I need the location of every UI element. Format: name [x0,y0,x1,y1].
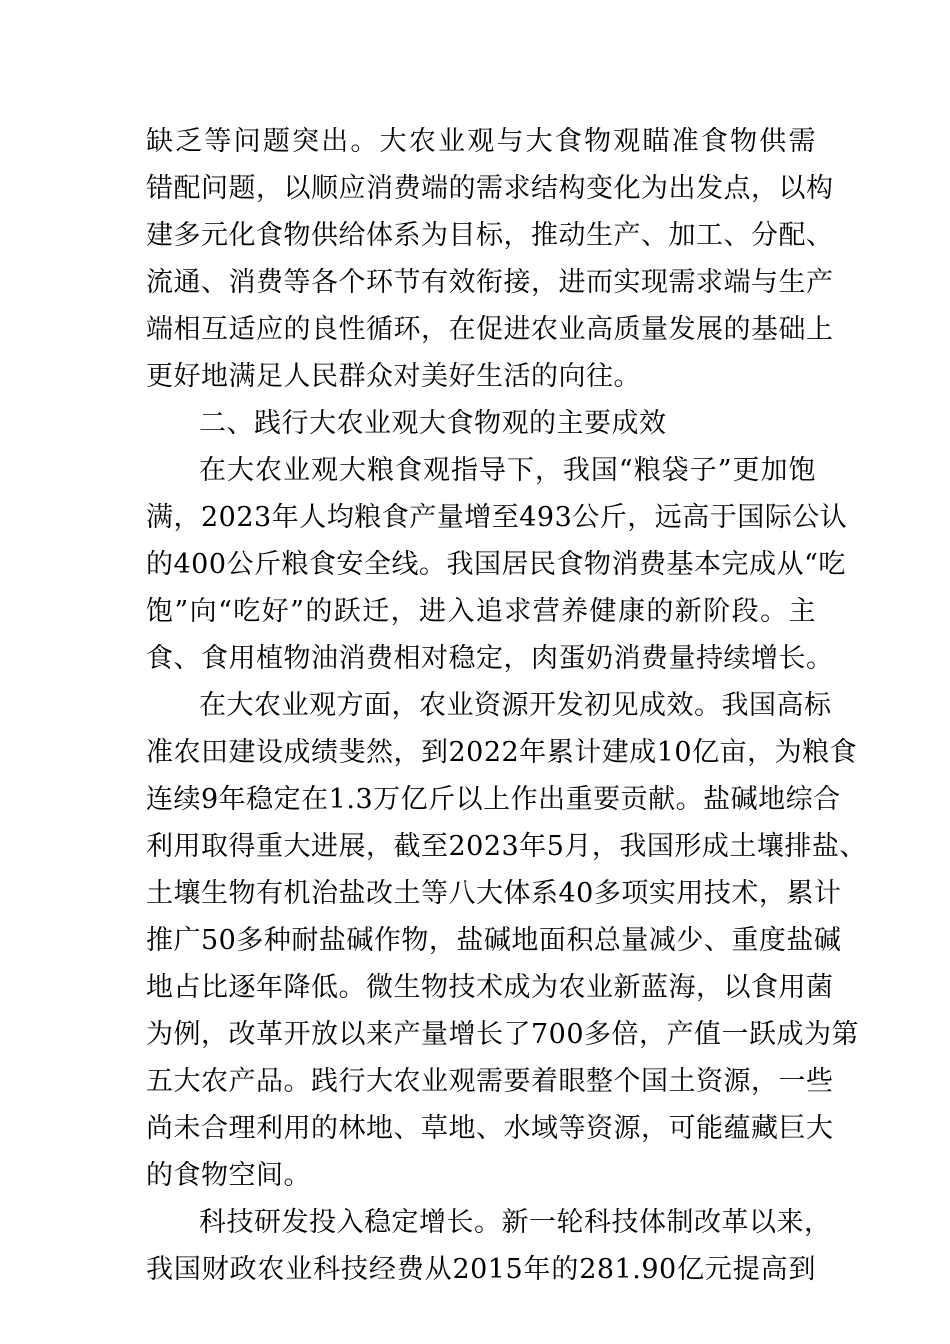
text-line: 土壤生物有机治盐改土等八大体系40多项实用技术，累计 [146,878,842,909]
text-line: 建多元化食物供给体系为目标，推动生产、加工、分配、 [146,220,834,251]
text-line: 准农田建设成绩斐然，到2022年累计建成10亿亩，为粮食 [146,737,858,768]
text-line: 尚未合理利用的林地、草地、水域等资源，可能蕴藏巨大 [146,1113,834,1144]
text-line: 错配问题，以顺应消费端的需求结构变化为出发点，以构 [146,173,834,204]
text-line: 五大农产品。践行大农业观需要着眼整个国土资源，一些 [146,1066,834,1097]
text-line: 推广50多种耐盐碱作物，盐碱地面积总量减少、重度盐碱 [146,925,842,956]
text-line: 的食物空间。 [146,1160,311,1191]
section-heading: 二、践行大农业观大食物观的主要成效 [199,408,667,439]
text-line: 更好地满足人民群众对美好生活的向往。 [146,361,641,392]
text-line: 为例，改革开放以来产量增长了700多倍，产值一跃成为第 [146,1019,860,1050]
text-line: 缺乏等问题突出。大农业观与大食物观瞄准食物供需 [146,126,816,157]
text-line: 的400公斤粮食安全线。我国居民食物消费基本完成从“吃 [146,549,846,580]
paragraph-first-line: 科技研发投入稳定增长。新一轮科技体制改革以来， [199,1207,832,1238]
text-line: 端相互适应的良性循环，在促进农业高质量发展的基础上 [146,314,834,345]
text-line: 饱”向“吃好”的跃迁，进入追求营养健康的新阶段。主 [146,596,816,627]
text-line: 我国财政农业科技经费从2015年的281.90亿元提高到 [146,1254,816,1285]
paragraph-first-line: 在大农业观方面，农业资源开发初见成效。我国高标 [199,690,832,721]
text-line: 满，2023年人均粮食产量增至493公斤，远高于国际公认 [146,502,848,533]
text-line: 地占比逐年降低。微生物技术成为农业新蓝海，以食用菌 [146,972,834,1003]
text-line: 食、食用植物油消费相对稳定，肉蛋奶消费量持续增长。 [146,643,834,674]
text-line: 利用取得重大进展，截至2023年5月，我国形成土壤排盐、 [146,831,867,862]
text-line: 连续9年稳定在1.3万亿斤以上作出重要贡献。盐碱地综合 [146,784,841,815]
text-line: 流通、消费等各个环节有效衔接，进而实现需求端与生产 [146,267,834,298]
paragraph-first-line: 在大农业观大粮食观指导下，我国“粮袋子”更加饱 [199,455,816,486]
